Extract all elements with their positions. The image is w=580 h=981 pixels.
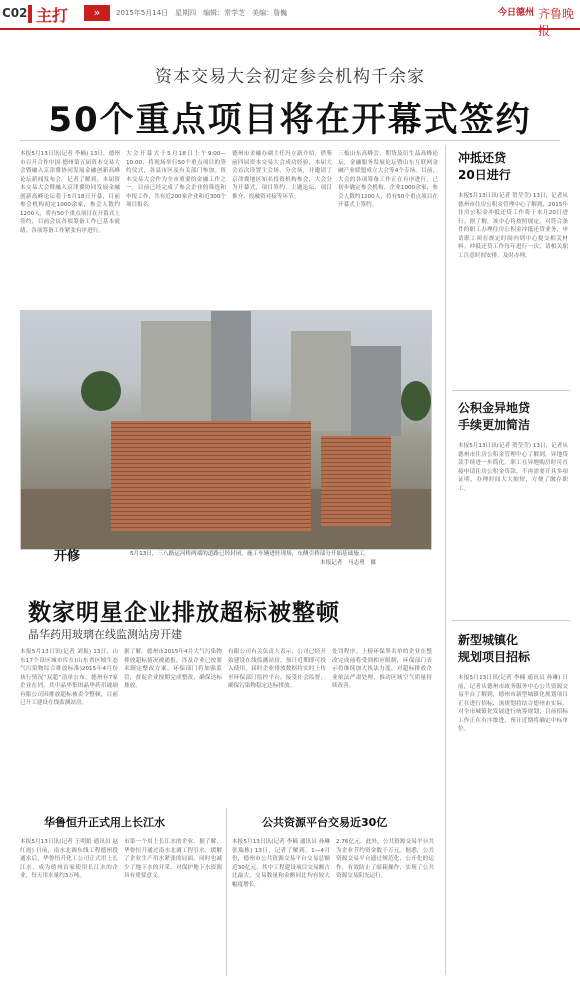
story4-col-2: 2.76亿元，此外，公共资源交易平台共为企业节约资金数千万元。据悉，公共资源交易平台通过规范化、公开化的运作，有效防止了暗箱操作，实现了公共资源交易阳光运行。 bbox=[336, 839, 434, 879]
building bbox=[211, 311, 251, 421]
brick-pile bbox=[321, 436, 391, 526]
side-headline-2: 公积金异地贷 手续更加简洁 bbox=[458, 401, 531, 432]
story2-subtitle: 晶华药用玻璃在线监测站房开建 bbox=[28, 628, 182, 641]
photo-label: 开修 bbox=[54, 549, 81, 564]
section-title: 主打 bbox=[36, 6, 69, 25]
news-photo bbox=[20, 310, 432, 550]
lead-col-2: 大会开幕式于5月18日上午9:00—10:00，将现场举行50个重点项目的签约仪式，各县市区及有关部门参加。资本交易大会作为全市重要的金融工作之一，目前已经完成了参会企业的筛选和申报工作，共有近200家企业和近300个项目报名。 bbox=[126, 151, 226, 208]
lead-col-4: 三板山东高峰会，期货及衍生品高峰论坛，金融服务发展论坛暨山东互联网金融产业联盟成立大会等4个专场。目前，大会的各项筹备工作正在有序进行，已初步确定参会机构、企业1000余家，参会人数约1200人，将有50个重点项目在开幕式上签约。 bbox=[338, 151, 438, 208]
story2-col-4: 处罚程序。上榜环保黑名单的企业在整改完成前将受到相应限制，环保部门表示将继续加大执法力度，对超标排放企业依法严肃处理，推动区域空气质量持续改善。 bbox=[332, 649, 432, 689]
story2-col-1: 本报5月13日讯(记者 刘振) 13日，山东17个设区城市库在(山东省区域生态气污染物综合排放标准)2015年4月份执行情况“双超”清单公布，德州有7家企业在列，其中晶华集团晶华药用玻璃有限公司因排放超标被责令整顿，目前已开工建设在线监测站房。 bbox=[20, 649, 118, 706]
lead-col-1: 本报5月13日讯(记者 李楠) 13日，德州市召开合作中国·德州第五届资本交易大会暨融入京津冀协同发展金融创新高峰论坛新闻发布会。记者了解到，本届资本交易大会暨融入京津冀协同发展金融创新高峰论坛将于5月18日开幕，目前参会机构初定1000余家，参会人数约1200人，将有50个重点项目在开幕式上签约，目前会议各项筹备工作已基本就绪，各项筹备工作紧张有序进行。 bbox=[20, 151, 120, 234]
brand-name: 今日德州 bbox=[498, 8, 535, 18]
page-number: C02 bbox=[2, 6, 28, 20]
section-bar bbox=[28, 5, 32, 23]
story4-col-1: 本报5月13日讯(记者 李楠 通讯员 孙琳 张瑞栋) 13日，记者了解到，1—4月份，德州市公共资源交易平台交易总额近30亿元，其中工程建设项目交易额占比最大，交易数量和金额同比均有较大幅度增长。 bbox=[232, 839, 330, 888]
building bbox=[351, 346, 401, 436]
story3-col-2: 市第一个用上长江水的企业。据了解，华鲁恒升通过南水北调工程引水，缓解了企业生产用水紧张的局面，同时也减少了地下水的开采，对保护地下水资源具有重要意义。 bbox=[124, 839, 222, 879]
divider bbox=[452, 620, 570, 621]
story2-col-2: 据了解，德州市2015年4月大气污染物排放超标情况被通报，涉及企业已按要求制定整改方案，环保部门将加强监管，督促企业按期完成整改，确保达标排放。 bbox=[124, 649, 222, 689]
column-divider bbox=[445, 145, 446, 975]
brick-pile bbox=[111, 421, 311, 531]
page-header bbox=[0, 0, 580, 38]
divider bbox=[452, 390, 570, 391]
side-headline-3: 新型城镇化 规划项目招标 bbox=[458, 633, 531, 664]
lead-subtitle: 资本交易大会初定参会机构千余家 bbox=[155, 67, 425, 87]
column-divider bbox=[226, 808, 227, 976]
side-text-2: 本报5月13日讯(记者 贺莹莹) 13日，记者从德州市住房公积金管理中心了解到，异地贷款手续进一步简化，职工在异地购房时可直接申请住房公积金贷款，不再需要开具多项证明，办理时间大大缩短，方便了缴存职工。 bbox=[458, 443, 568, 492]
tree bbox=[401, 381, 431, 421]
tree bbox=[81, 371, 121, 411]
divider bbox=[20, 140, 560, 141]
lead-col-3: 德州市金融办副主任冯立新介绍，借鉴前四届资本交易大会成功经验，本届大会首次设置主会场、分会场，并邀请了京津冀地区知名投资机构参会，大会分为开幕式、项目签约、主题论坛、项目推介、投融资对接等环节。 bbox=[232, 151, 332, 200]
chevron-icon: » bbox=[84, 5, 110, 21]
story3-title: 华鲁恒升正式用上长江水 bbox=[44, 816, 165, 829]
side-headline-1: 冲抵还贷 20日进行 bbox=[458, 151, 511, 182]
story4-title: 公共资源平台交易近30亿 bbox=[262, 816, 388, 829]
photo-caption: 5月13日，三八路运河桥两端的道路已经封闭，施工车辆进驻现场，东侧引桥部分开始基础施工。 bbox=[130, 551, 371, 557]
side-text-3: 本报5月13日讯(记者 李楠 通讯员 孙琳) 日前，记者从德州市政务服务中心公共资源交易平台了解到，德州市新型城镇化规划项目正在进行招标，该规划将结合德州市实际，对全市城镇化发展进行统筹规划，目前招标工作正在有序推进，预计近期将确定中标单位。 bbox=[458, 675, 568, 732]
story2-title: 数家明星企业排放超标被整顿 bbox=[28, 600, 340, 626]
story3-col-1: 本报5月13日讯(记者 王明娟 通讯员 赵红霞) 日前，南水北调东线工程德州段通水后，华鲁恒升化工公司正式用上长江水，成为德州首家使用长江水的企业，每天用水量约3万吨。 bbox=[20, 839, 118, 879]
side-text-1: 本报5月13日讯(记者 贺莹莹) 13日，记者从德州市住房公积金管理中心了解到，2015年住房公积金冲抵还贷工作将于本月20日进行。据了解，该中心将按照规定，对符合条件的职工办理住房公积金冲抵还贷业务，申请职工须在规定时间内到中心提交相关材料。冲抵还贷工作每年进行一次，请相关职工注意时间安排，及时办理。 bbox=[458, 193, 568, 259]
issue-meta: 2015年5月14日 星期四 编辑：常学芝 美编：詹巍 bbox=[116, 9, 288, 17]
lead-title: 50个重点项目将在开幕式签约 bbox=[48, 100, 532, 140]
brand-logo: 齐鲁晚报 bbox=[538, 7, 575, 38]
photo-credit: 本报记者 马志勇 摄 bbox=[320, 560, 376, 566]
story2-col-3: 有限公司有关负责人表示，公司已经开始建设在线监测站房，预计近期即可投入使用，届时企业排放数据将实时上传至环保部门监控平台，接受社会监督，确保污染物稳定达标排放。 bbox=[228, 649, 326, 689]
building bbox=[291, 331, 351, 431]
